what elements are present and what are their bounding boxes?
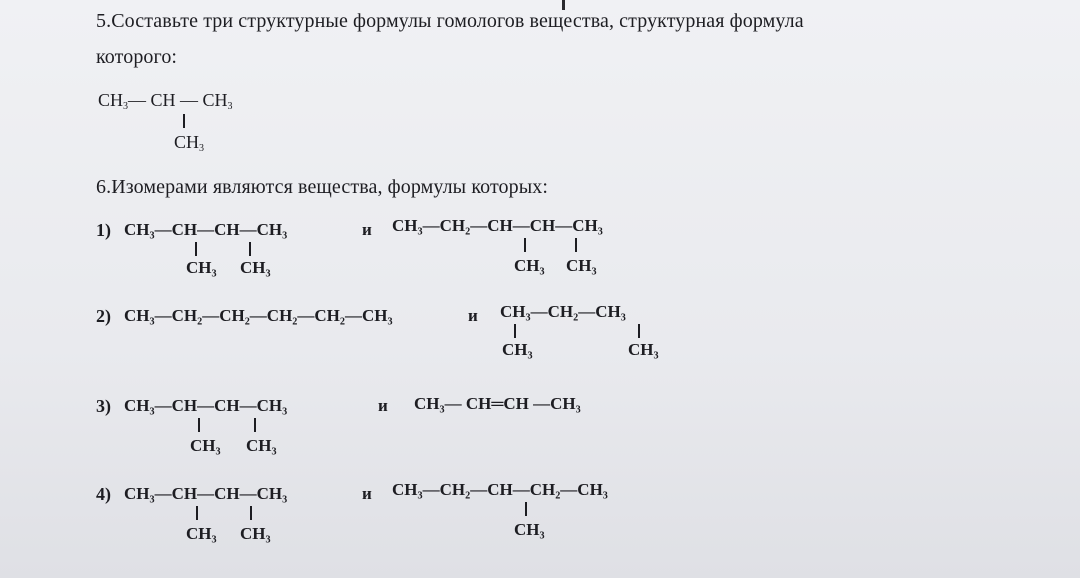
option-4-left-main-chain: CH₃—CH—CH—CH₃ [124, 484, 288, 503]
option-3-left-bond-1 [198, 418, 200, 432]
option-1-conjunction: и [362, 220, 372, 239]
option-3-left-branch-2: CH₃ [246, 436, 277, 455]
option-1-right-bond-2 [575, 238, 577, 252]
option-2-right-branch-2: CH₃ [628, 340, 659, 359]
option-1-right-branch-1: CH₃ [514, 256, 545, 275]
option-1-right-main-chain: CH₃—CH₂—CH—CH—CH₃ [392, 216, 603, 235]
option-4-left-bond-1 [196, 506, 198, 520]
option-4-right-main-chain: CH₃—CH₂—CH—CH₂—CH₃ [392, 480, 608, 499]
task5-formula-main-chain: $CH_3—$ CH — $CH_3$ [98, 90, 233, 112]
option-2-left-main-chain: CH₃—CH₂—CH₂—CH₂—CH₂—CH₃ [124, 306, 393, 325]
task5-text-line2: которого: [96, 46, 178, 68]
option-4-left-branch-2: CH₃ [240, 524, 271, 543]
option-3-number: 3) [96, 396, 111, 416]
option-2-right-bond-1 [514, 324, 516, 338]
task5-formula-vertical-bond [183, 114, 185, 128]
task5-text-line1: 5.Составьте три структурные формулы гомологов вещества, структурная формула [96, 10, 804, 32]
option-1-number: 1) [96, 220, 111, 240]
option-1-right-branch-2: CH₃ [566, 256, 597, 275]
option-1-left-bond-2 [249, 242, 251, 256]
option-4-number: 4) [96, 484, 111, 504]
option-2-right-main-chain: CH₃—CH₂—CH₃ [500, 302, 626, 321]
option-4-left-branch-1: CH₃ [186, 524, 217, 543]
option-3-left-branch-1: CH₃ [190, 436, 221, 455]
page-edge-mark [562, 0, 565, 10]
option-2-number: 2) [96, 306, 111, 326]
option-3-left-bond-2 [254, 418, 256, 432]
option-4-right-bond-1 [525, 502, 527, 516]
option-1-right-bond-1 [524, 238, 526, 252]
option-1-left-main-chain: CH₃—CH—CH—CH₃ [124, 220, 288, 239]
option-1-left-branch-1: CH₃ [186, 258, 217, 277]
option-2-conjunction: и [468, 306, 478, 325]
option-2-right-bond-2 [638, 324, 640, 338]
option-4-left-bond-2 [250, 506, 252, 520]
option-3-left-main-chain: CH₃—CH—CH—CH₃ [124, 396, 288, 415]
option-3-right-main-chain: CH₃— CH═CH —CH₃ [414, 394, 581, 413]
option-1-left-branch-2: CH₃ [240, 258, 271, 277]
option-4-right-branch-1: CH₃ [514, 520, 545, 539]
option-1-left-bond-1 [195, 242, 197, 256]
option-3-conjunction: и [378, 396, 388, 415]
option-4-conjunction: и [362, 484, 372, 503]
task5-formula-branch: $CH_3$ [174, 132, 205, 154]
option-2-right-branch-1: CH₃ [502, 340, 533, 359]
task6-text-line: 6.Изомерами являются вещества, формулы которых: [96, 176, 549, 198]
